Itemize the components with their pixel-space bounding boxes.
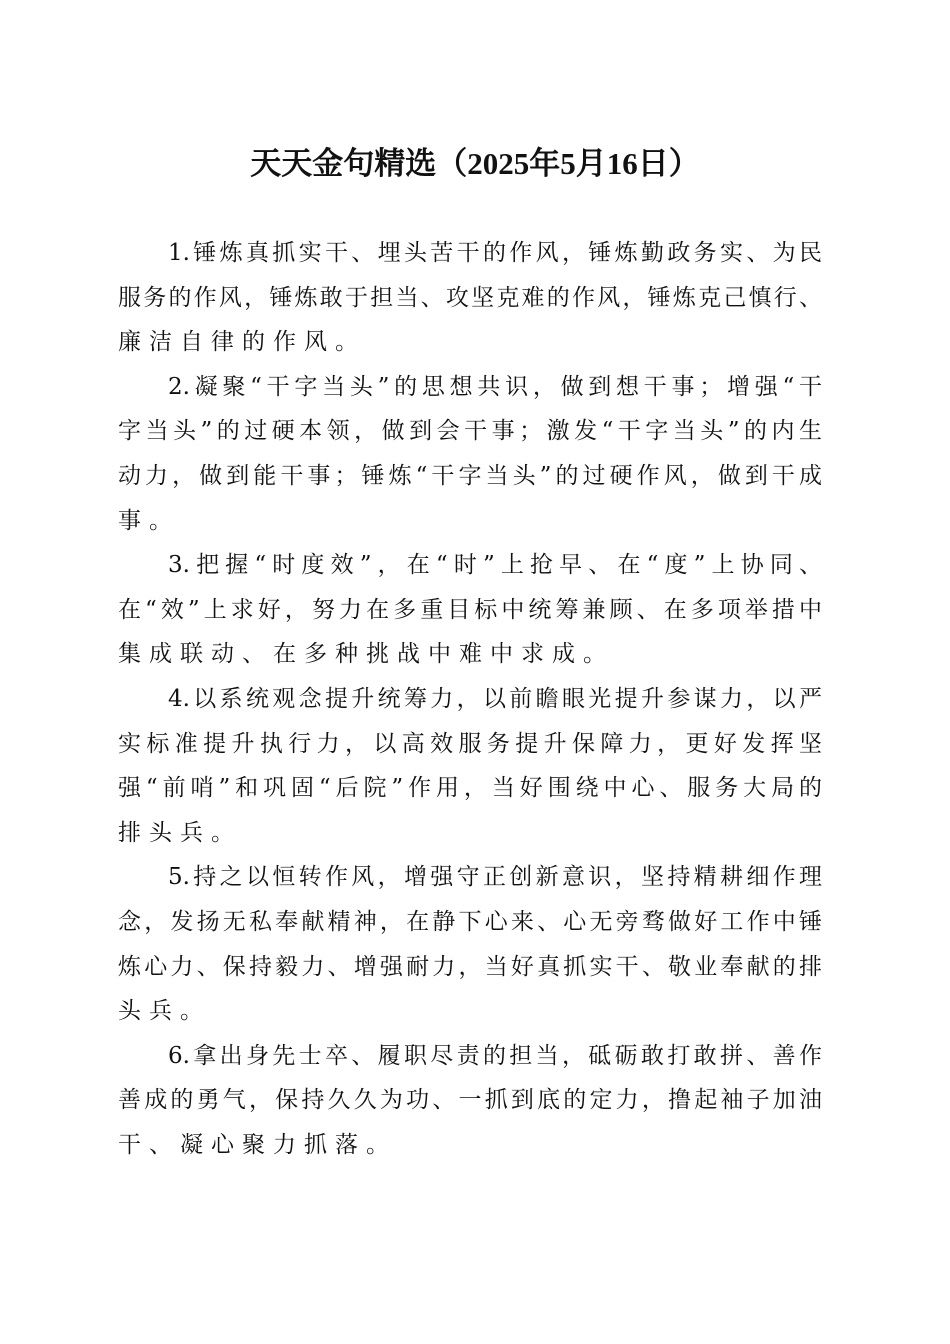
paragraph-line: 善成的勇气，保持久久为功、一抓到底的定力，撸起袖子加油 <box>118 1087 822 1114</box>
paragraph-line: 字当头”的过硬本领，做到会干事；激发“干字当头”的内生 <box>118 418 822 445</box>
paragraph-line: 事。 <box>118 507 180 534</box>
paragraph-line: 排头兵。 <box>118 819 242 846</box>
paragraph-1 <box>118 231 822 365</box>
document-title: 天天金句精选（2025年5月16日） <box>250 146 700 181</box>
paragraph-3 <box>118 543 822 677</box>
paragraph-line: 干、凝心聚力抓落。 <box>118 1131 397 1158</box>
paragraph-line: 廉洁自律的作风。 <box>118 329 366 356</box>
paragraph-6 <box>118 1034 822 1168</box>
paragraph-line: 3.把握“时度效”，在“时”上抢早、在“度”上协同、 <box>168 552 822 579</box>
paragraph-line: 1.锤炼真抓实干、埋头苦干的作风，锤炼勤政务实、为民 <box>168 240 822 266</box>
paragraph-line: 炼心力、保持毅力、增强耐力，当好真抓实干、敬业奉献的排 <box>118 953 822 980</box>
paragraph-line: 在“效”上求好，努力在多重目标中统筹兼顾、在多项举措中 <box>118 596 822 623</box>
paragraph-line: 服务的作风，锤炼敢于担当、攻坚克难的作风，锤炼克己慎行、 <box>118 284 822 311</box>
paragraph-line: 4.以系统观念提升统筹力，以前瞻眼光提升参谋力，以严 <box>168 685 822 712</box>
paragraph-line: 集成联动、在多种挑战中难中求成。 <box>118 641 614 668</box>
document-body <box>118 231 822 1167</box>
paragraph-line: 动力，做到能干事；锤炼“干字当头”的过硬作风，做到干成 <box>118 462 822 489</box>
paragraph-line: 6.拿出身先士卒、履职尽责的担当，砥砺敢打敢拼、善作 <box>168 1042 822 1069</box>
paragraph-line: 头兵。 <box>118 998 211 1025</box>
paragraph-2 <box>118 365 822 543</box>
paragraph-line: 强“前哨”和巩固“后院”作用，当好围绕中心、服务大局的 <box>118 775 822 802</box>
paragraph-line: 实标准提升执行力，以高效服务提升保障力，更好发挥坚 <box>118 730 822 757</box>
paragraph-5 <box>118 855 822 1033</box>
paragraph-4 <box>118 677 822 855</box>
paragraph-line: 2.凝聚“干字当头”的思想共识，做到想干事；增强“干 <box>168 373 822 400</box>
paragraph-line: 5.持之以恒转作风，增强守正创新意识，坚持精耕细作理 <box>168 864 822 891</box>
paragraph-line: 念，发扬无私奉献精神，在静下心来、心无旁骛做好工作中锤 <box>118 908 822 935</box>
